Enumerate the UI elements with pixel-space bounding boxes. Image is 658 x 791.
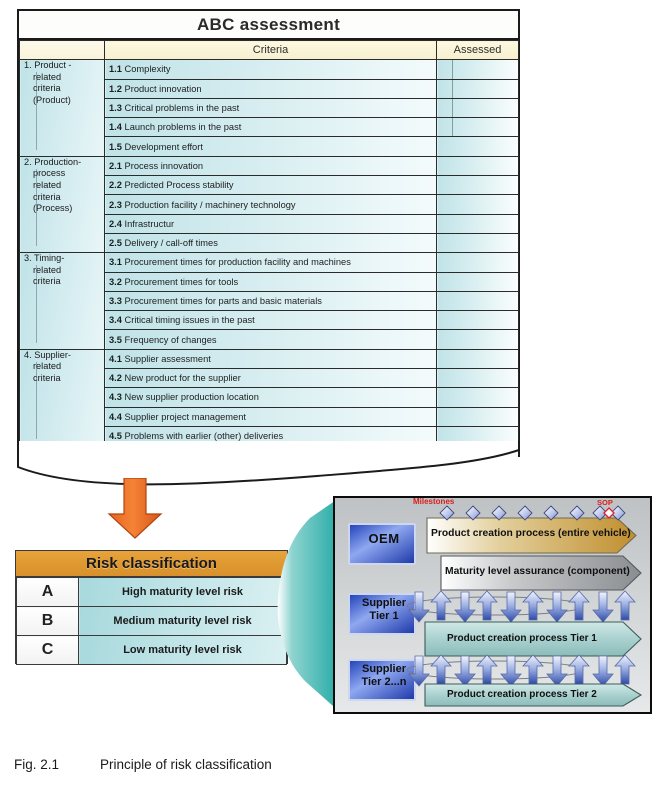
- criteria-text: Supplier assessment: [124, 353, 211, 364]
- criteria-number: 3.1: [109, 257, 122, 268]
- abc-header-row: [20, 41, 519, 60]
- assessed-cell[interactable]: [437, 311, 519, 330]
- figure-caption-text: Principle of risk classification: [100, 757, 272, 772]
- risk-label: Medium maturity level risk: [79, 607, 287, 636]
- arrow-band-2: [407, 655, 635, 686]
- abc-header-group: [20, 41, 105, 60]
- criteria-group-cell: [20, 60, 105, 156]
- risk-grade: A: [17, 578, 79, 607]
- criteria-text: Supplier project management: [124, 411, 246, 422]
- assessed-cell[interactable]: [437, 291, 519, 310]
- criteria-number: 1.1: [109, 64, 122, 75]
- criteria-cell: [105, 137, 437, 156]
- assessed-cell[interactable]: [437, 98, 519, 117]
- criteria-cell: [105, 330, 437, 349]
- band-maturity-assurance: [441, 556, 641, 590]
- band-label-tier2: Product creation process Tier 2: [447, 689, 597, 700]
- criteria-group-label-line: criteria: [33, 276, 61, 287]
- assessed-cell[interactable]: [437, 176, 519, 195]
- criteria-text: Problems with earlier (other) deliveries: [124, 431, 284, 442]
- actor-tier2-line1: Supplier: [361, 663, 406, 675]
- criteria-number: 3.3: [109, 296, 122, 306]
- actor-boxes: [349, 524, 415, 700]
- actor-tier2-line2: Tier 2...n: [361, 675, 407, 688]
- criteria-text: Procurement times for production facility and machines: [124, 257, 351, 268]
- criteria-cell: [105, 176, 437, 195]
- criteria-cell: [105, 291, 437, 310]
- risk-label: Low maturity level risk: [79, 636, 287, 665]
- actor-tier1-line2: Tier 1: [369, 609, 399, 622]
- risk-classification-table: [16, 577, 287, 665]
- band-tier-1: [425, 622, 641, 656]
- assessed-cell[interactable]: [437, 214, 519, 233]
- criteria-group-label-line: criteria: [33, 191, 61, 202]
- criteria-cell: [105, 79, 437, 98]
- criteria-text: Product innovation: [124, 83, 202, 94]
- criteria-number: 2.3: [109, 199, 122, 210]
- risk-grade: B: [17, 607, 79, 636]
- assessed-cell[interactable]: [437, 137, 519, 156]
- band-tier-2: [425, 684, 641, 706]
- assessed-cell[interactable]: [437, 330, 519, 349]
- criteria-text: Delivery / call-off times: [124, 238, 218, 249]
- risk-row: [17, 636, 287, 665]
- criteria-number: 1.2: [109, 83, 122, 94]
- band-entire-vehicle: [427, 518, 636, 553]
- criteria-cell: [105, 118, 437, 137]
- criteria-group-label-line: related: [33, 361, 62, 372]
- criteria-cell: [105, 272, 437, 291]
- criteria-group-label-line: process: [33, 168, 66, 179]
- assessed-cell[interactable]: [437, 233, 519, 252]
- criteria-text: Critical timing issues in the past: [124, 315, 255, 326]
- assessed-cell[interactable]: [437, 60, 519, 79]
- assessed-cell[interactable]: [437, 272, 519, 291]
- table-row: [20, 349, 519, 368]
- criteria-number: 4.1: [109, 353, 122, 364]
- criteria-text: Frequency of changes: [124, 334, 217, 345]
- risk-row: [17, 578, 287, 607]
- table-row: [20, 156, 519, 175]
- criteria-number: 4.3: [109, 392, 122, 403]
- criteria-text: Infrastructur: [124, 218, 175, 229]
- assessed-cell[interactable]: [437, 195, 519, 214]
- actor-oem-line1: OEM: [368, 531, 400, 546]
- process-diagram: [333, 496, 652, 714]
- criteria-text: Critical problems in the past: [124, 103, 240, 114]
- risk-grade: C: [17, 636, 79, 665]
- criteria-number: 4.5: [109, 431, 122, 442]
- assessed-cell[interactable]: [437, 156, 519, 175]
- assessed-cell[interactable]: [437, 388, 519, 407]
- assessed-cell[interactable]: [437, 253, 519, 272]
- criteria-number: 2.1: [109, 160, 122, 171]
- criteria-cell: [105, 349, 437, 368]
- criteria-group-label-line: related: [33, 179, 62, 190]
- criteria-number: 3.2: [109, 276, 122, 287]
- table-row: [20, 253, 519, 272]
- criteria-group-cell: [20, 253, 105, 349]
- criteria-cell: [105, 311, 437, 330]
- criteria-group-label-line: criteria: [33, 83, 61, 94]
- arrow-band-1: [407, 591, 635, 622]
- criteria-number: 4.4: [109, 411, 122, 422]
- criteria-text: New product for the supplier: [124, 373, 241, 384]
- criteria-cell: [105, 60, 437, 79]
- criteria-group-label-line: 3. Timing-: [24, 253, 65, 264]
- orange-down-arrow: [107, 478, 163, 540]
- criteria-number: 2.5: [109, 238, 122, 249]
- criteria-cell: [105, 195, 437, 214]
- criteria-text: Procurement times for parts and basic materials: [124, 296, 322, 306]
- criteria-text: Launch problems in the past: [124, 122, 242, 133]
- criteria-number: 2.2: [109, 180, 122, 191]
- criteria-text: New supplier production location: [124, 392, 259, 403]
- process-diagram-canvas: [335, 498, 650, 712]
- risk-classification-title: Risk classification: [16, 551, 287, 577]
- band-label-maturity: Maturity level assurance (component): [445, 566, 630, 577]
- assessed-cell[interactable]: [437, 118, 519, 137]
- risk-classification-box: [15, 550, 288, 664]
- assessed-cell[interactable]: [437, 349, 519, 368]
- abc-criteria-table: [19, 40, 519, 446]
- criteria-number: 1.5: [109, 141, 122, 152]
- criteria-text: Production facility / machinery technology: [124, 199, 296, 210]
- criteria-group-label-line: related: [33, 71, 62, 82]
- criteria-number: 1.4: [109, 122, 122, 133]
- assessed-cell[interactable]: [437, 369, 519, 388]
- band-label-tier1: Product creation process Tier 1: [447, 633, 597, 644]
- criteria-cell: [105, 388, 437, 407]
- criteria-group-cell: [20, 156, 105, 252]
- criteria-group-label-line: (Process): [33, 203, 73, 214]
- abc-assessment-title: ABC assessment: [19, 11, 518, 40]
- abc-header-criteria: Criteria: [105, 41, 437, 60]
- criteria-number: 4.2: [109, 373, 122, 384]
- criteria-cell: [105, 233, 437, 252]
- criteria-group-label-line: related: [33, 264, 62, 275]
- sop-diamond: [604, 508, 614, 518]
- criteria-text: Procurement times for tools: [124, 276, 239, 287]
- criteria-text: Complexity: [124, 64, 171, 75]
- criteria-cell: [105, 214, 437, 233]
- assessed-cell[interactable]: [437, 407, 519, 426]
- milestones-label: Milestones: [413, 497, 455, 506]
- page-curl-edge: [17, 440, 520, 490]
- criteria-cell: [105, 407, 437, 426]
- criteria-number: 2.4: [109, 218, 122, 229]
- abc-header-assessed: Assessed: [437, 41, 519, 60]
- criteria-group-label-line: (Product): [33, 95, 71, 106]
- criteria-cell: [105, 156, 437, 175]
- criteria-group-cell: [20, 349, 105, 445]
- criteria-text: Process innovation: [124, 160, 204, 171]
- criteria-group-label-line: 4. Supplier-: [24, 349, 71, 360]
- table-row: [20, 60, 519, 79]
- criteria-group-label-line: 2. Production-: [24, 156, 82, 167]
- criteria-cell: [105, 369, 437, 388]
- actor-tier1-line1: Supplier: [361, 597, 406, 609]
- assessed-cell[interactable]: [437, 79, 519, 98]
- criteria-text: Predicted Process stability: [124, 180, 234, 191]
- sop-label: SOP: [597, 498, 613, 507]
- criteria-number: 1.3: [109, 103, 122, 114]
- abc-assessment-sheet: [17, 9, 520, 457]
- figure-caption: [14, 757, 654, 772]
- criteria-number: 3.5: [109, 334, 122, 345]
- criteria-text: Development effort: [124, 141, 203, 152]
- criteria-number: 3.4: [109, 315, 122, 326]
- criteria-group-label-line: 1. Product -: [24, 60, 72, 71]
- band-label-entire-vehicle: Product creation process (entire vehicle): [431, 528, 631, 539]
- risk-row: [17, 607, 287, 636]
- figure-number: Fig. 2.1: [14, 757, 60, 772]
- criteria-group-label-line: criteria: [33, 372, 61, 383]
- criteria-cell: [105, 98, 437, 117]
- risk-label: High maturity level risk: [79, 578, 287, 607]
- criteria-cell: [105, 253, 437, 272]
